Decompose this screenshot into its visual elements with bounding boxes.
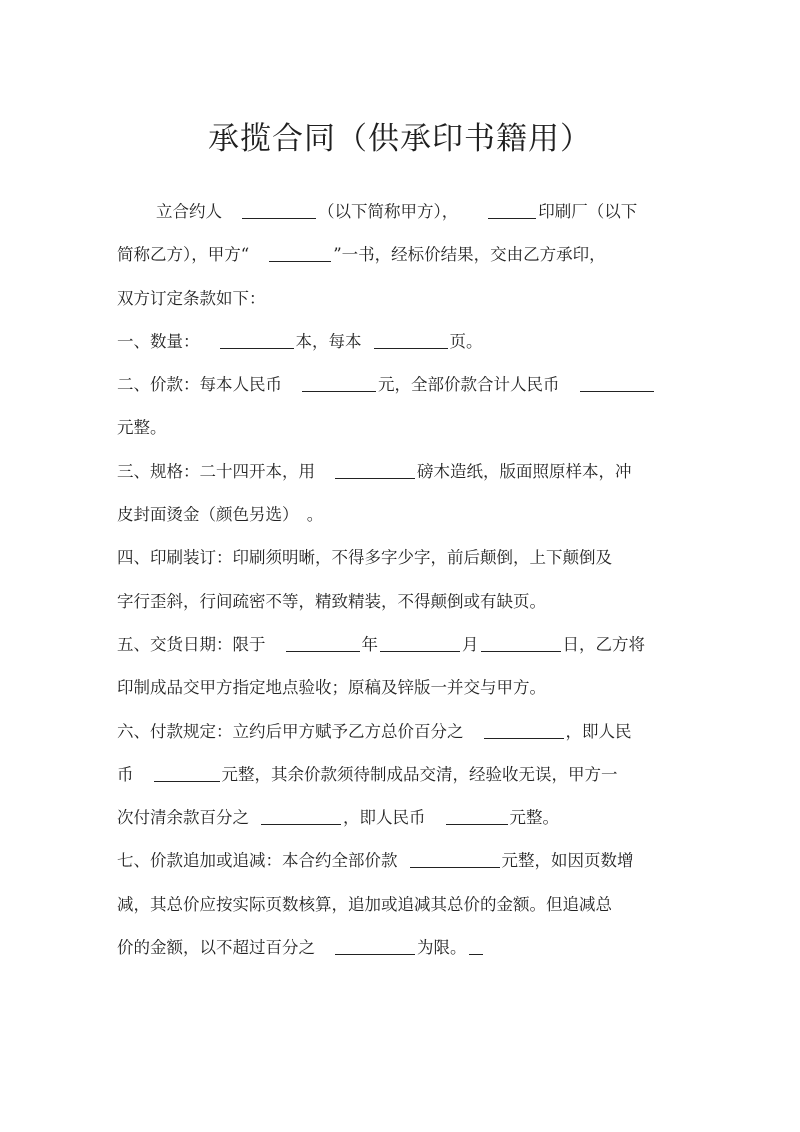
paper-weight-blank: [335, 460, 415, 479]
document-title: 承揽合同（供承印书籍用）: [208, 121, 592, 157]
clause-6-line-1: [117, 710, 687, 753]
contract-body: [117, 190, 687, 969]
clause-text: 六、付款规定：立约后甲方赋予乙方总价百分之: [117, 721, 464, 741]
clause-7-line-1: [117, 839, 687, 882]
preamble-line-2: [117, 233, 687, 276]
year-blank: [286, 633, 360, 652]
balance-percent-blank: [261, 806, 341, 825]
clause-text: 三、规格：二十四开本，用: [117, 461, 315, 481]
clause-text: 元，全部价款合计人民币: [378, 375, 560, 395]
total-price-blank: [580, 373, 654, 392]
clause-4-line-2: 字行歪斜，行间疏密不等，精致精装，不得颠倒或有缺页。: [117, 591, 546, 611]
party-b-blank: [488, 200, 536, 219]
clause-3-line-1: [117, 450, 687, 493]
clause-2-line-2: 元整。: [117, 418, 167, 438]
advance-amount-blank: [154, 763, 220, 782]
clause-text: 年: [361, 634, 378, 654]
clause-text: 五、交货日期：限于: [117, 634, 266, 654]
clause-text: 二、价款：每本人民币: [117, 375, 282, 395]
clause-text: 为限。: [417, 938, 467, 958]
preamble-text: 印刷厂（以下: [538, 202, 638, 221]
day-blank: [481, 633, 561, 652]
clause-6-line-2: [117, 753, 687, 796]
book-title-blank: [269, 243, 331, 262]
clause-text: 月: [462, 634, 479, 654]
clause-7-line-2: 减，其总价应按实际页数核算，追加或追减其总价的金额。但追减总: [117, 894, 612, 914]
quantity-blank: [220, 330, 294, 349]
clause-text: 页。: [449, 331, 483, 351]
clause-text: 币: [117, 764, 134, 784]
advance-percent-blank: [484, 720, 564, 739]
balance-amount-blank: [446, 806, 508, 825]
clause-text: 磅木造纸，版面照原样本，冲: [417, 461, 632, 481]
clause-text: 本，每本: [295, 331, 362, 351]
clause-text: 一、数量：: [117, 331, 200, 351]
clause-text: 七、价款追加或追减：本合约全部价款: [117, 851, 398, 871]
clause-4-line-1: 四、印刷装订：印刷须明晰，不得多字少字，前后颠倒，上下颠倒及: [117, 548, 612, 568]
clause-text: 次付清余款百分之: [117, 808, 249, 828]
preamble-text: （以下简称甲方），: [318, 202, 459, 221]
preamble-text: 立合约人: [156, 202, 222, 221]
clause-text: 元整。: [509, 808, 559, 828]
month-blank: [380, 633, 460, 652]
clause-7-line-3: [117, 926, 687, 969]
preamble-text: 简称乙方），甲方“: [117, 245, 250, 265]
party-a-blank: [242, 200, 316, 219]
preamble-text: ”一书，经标价结果，交由乙方承印，: [333, 245, 606, 265]
pages-blank: [374, 330, 448, 349]
clause-6-line-3: [117, 796, 687, 839]
trailing-blank: [469, 936, 483, 955]
clause-text: 价的金额，以不超过百分之: [117, 938, 315, 958]
contract-total-blank: [410, 849, 500, 868]
reduction-limit-blank: [335, 936, 415, 955]
clause-5-line-1: [117, 623, 687, 666]
clause-text: 元整，其余价款须待制成品交清，经验收无误，甲方一: [221, 764, 618, 784]
preamble-line-3: 双方订定条款如下：: [117, 288, 266, 308]
clause-1: [117, 320, 687, 363]
clause-5-line-2: 印制成品交甲方指定地点验收；原稿及锌版一并交与甲方。: [117, 678, 546, 698]
clause-text: 日，乙方将: [562, 634, 645, 654]
clause-text: ，即人民: [565, 721, 632, 741]
unit-price-blank: [302, 373, 376, 392]
clause-2-line-1: [117, 363, 687, 406]
clause-text: 元整，如因页数增: [501, 851, 634, 871]
clause-3-line-2: 皮封面烫金（颜色另选） 。: [117, 505, 324, 525]
clause-text: ，即人民币: [343, 808, 426, 828]
preamble-line-1: [117, 190, 687, 233]
